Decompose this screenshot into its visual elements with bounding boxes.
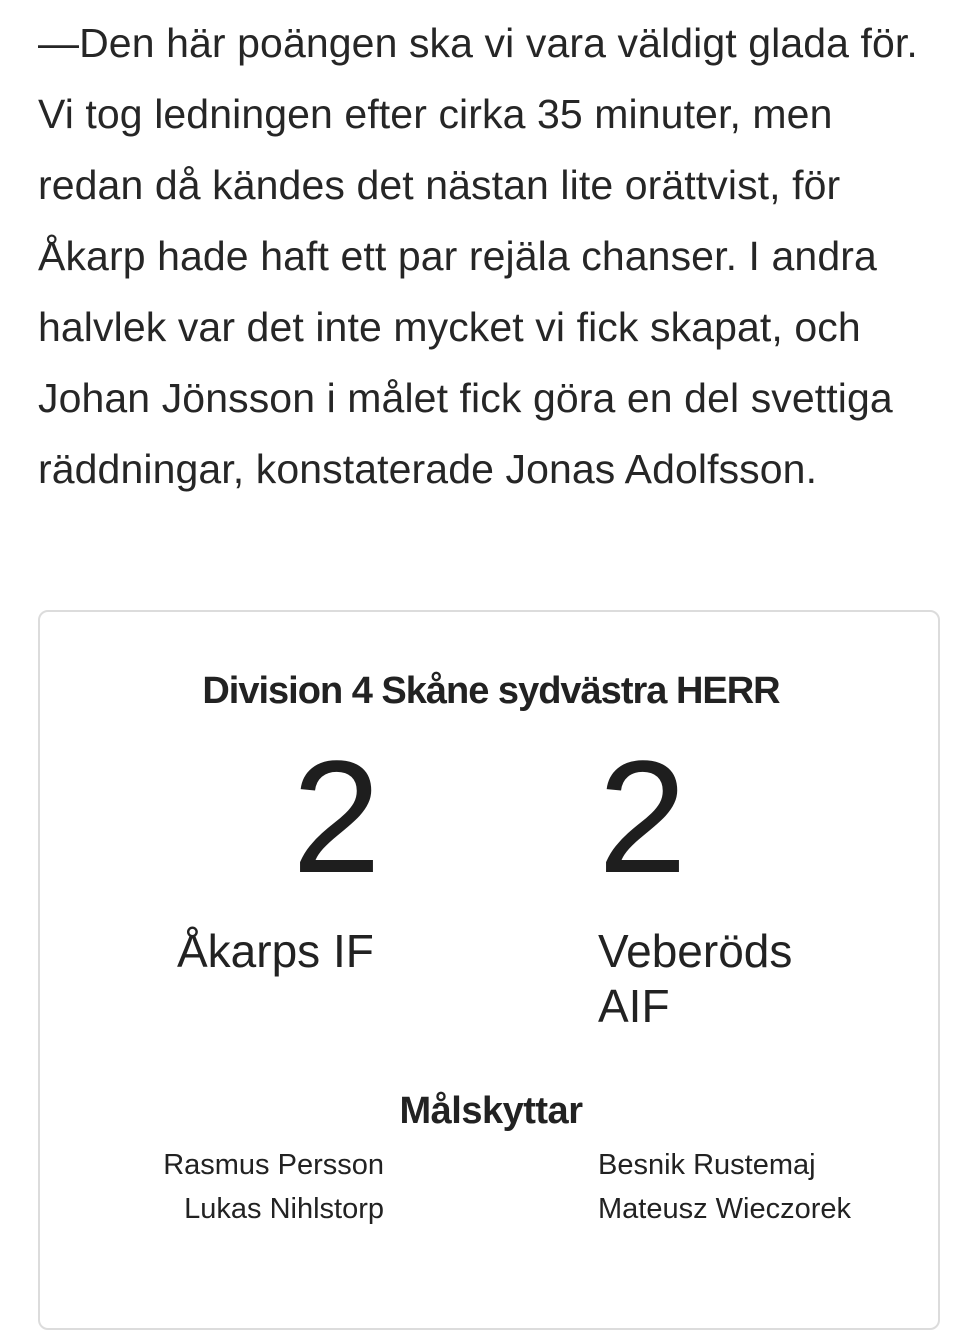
home-score: 2 [292, 727, 381, 906]
home-scorer: Lukas Nihlstorp [184, 1193, 384, 1225]
scorers-title: Målskyttar [399, 1090, 583, 1132]
home-scorers-list [100, 1150, 384, 1238]
away-scorer: Mateusz Wieczorek [598, 1193, 852, 1225]
away-scorers-list [598, 1150, 868, 1238]
away-score: 2 [598, 727, 687, 906]
home-team-name: Åkarps IF [177, 925, 374, 977]
article-paragraph: —Den här poängen ska vi vara väldigt glada för. Vi tog ledningen efter cirka 35 minuter, men redan då kändes det nästan lite orättvist, för Åkarp hade haft ett par rejäla chanser. I andra halvlek var det inte mycket vi fick skapat, och Johan Jönsson i målet fick göra en del svettiga räddningar, konstaterade Jonas Adolfsson. [38, 20, 918, 492]
away-team-name: Veberöds AIF [598, 925, 793, 1032]
home-scorer: Rasmus Persson [163, 1149, 384, 1181]
league-title: Division 4 Skåne sydvästra HERR [202, 670, 780, 712]
away-scorer: Besnik Rustemaj [598, 1149, 816, 1181]
match-result-card [38, 610, 940, 1330]
